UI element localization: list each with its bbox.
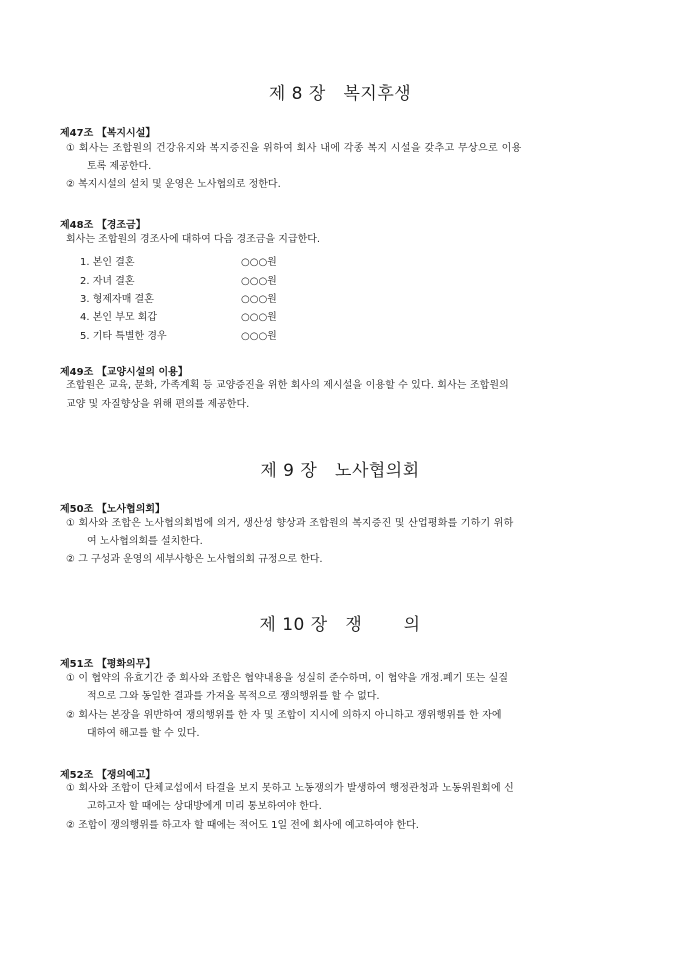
article-51-title: 제51조 【평화의무】 [60, 659, 156, 670]
article-49-line-2: 교양 및 자질향상을 위해 편의를 제공한다. [66, 399, 250, 410]
article-52-item-1-line-1: ① 회사와 조합이 단체교섭에서 타결을 보지 못하고 노동쟁의가 발생하여 행정관청과 노동위원회에 신 [66, 783, 514, 794]
benefit-item-amount: ○○○원 [241, 276, 277, 287]
benefit-item-label: 5. 기타 특별한 경우 [80, 331, 167, 342]
article-48-intro: 회사는 조합원의 경조사에 대하여 다음 경조금을 지급한다. [66, 234, 321, 245]
article-47-item-1-line-2: 토록 제공한다. [87, 161, 152, 172]
benefit-item-amount: ○○○원 [241, 257, 277, 268]
article-51-item-2-line-1: ② 회사는 본장을 위반하여 쟁의행위를 한 자 및 조합이 지시에 의하지 아니하고 쟁위행위를 한 자에 [66, 710, 502, 721]
benefit-item-label: 1. 본인 결혼 [80, 257, 135, 268]
benefit-item-label: 3. 형제자매 결혼 [80, 294, 154, 305]
article-47-item-2: ② 복지시설의 설치 및 운영은 노사협의로 정한다. [66, 179, 281, 190]
chapter-8-title: 제 8 장 복지후생 [268, 84, 412, 104]
article-51-item-2-line-2: 대하여 해고를 할 수 있다. [87, 728, 200, 739]
article-50-item-1-line-1: ① 회사와 조합은 노사협의회법에 의거, 생산성 향상과 조합원의 복지증진 및 산업평화를 기하기 위하 [66, 518, 514, 529]
article-47-item-1-line-1: ① 회사는 조합원의 건강유지와 복지증진을 위하여 회사 내에 각종 복지 시설을 갖추고 무상으로 이용 [66, 143, 522, 154]
benefit-item-amount: ○○○원 [241, 312, 277, 323]
article-47-title: 제47조 【복지시설】 [60, 128, 156, 139]
article-48-title: 제48조 【경조금】 [60, 220, 146, 231]
article-50-title: 제50조 【노사협의회】 [60, 504, 166, 515]
benefit-item-amount: ○○○원 [241, 294, 277, 305]
article-51-item-1-line-2: 적으로 그와 동일한 결과를 가져올 목적으로 쟁의행위를 할 수 없다. [87, 691, 380, 702]
article-52-item-2: ② 조합이 쟁의행위를 하고자 할 때에는 적어도 1일 전에 회사에 예고하여야 한다. [66, 820, 419, 831]
benefit-item-label: 2. 자녀 결혼 [80, 276, 135, 287]
article-50-item-2: ② 그 구성과 운영의 세부사항은 노사협의회 규정으로 한다. [66, 554, 323, 565]
chapter-10-title: 제 10 장 쟁 의 [259, 615, 421, 635]
article-52-title: 제52조 【쟁의예고】 [60, 770, 156, 781]
benefit-item-label: 4. 본인 부모 회갑 [80, 312, 158, 323]
benefit-item-amount: ○○○원 [241, 331, 277, 342]
chapter-9-title: 제 9 장 노사협의회 [260, 461, 420, 481]
article-51-item-1-line-1: ① 이 협약의 유효기간 중 회사와 조합은 협약내용을 성실히 준수하며, 이 협약을 개정.폐기 또는 실질 [66, 673, 509, 684]
article-50-item-1-line-2: 여 노사협의회를 설치한다. [87, 536, 203, 547]
article-49-title: 제49조 【교양시설의 이용】 [60, 367, 188, 378]
article-49-line-1: 조합원은 교육, 문화, 가족계획 등 교양증진을 위한 회사의 제시설을 이용할 수 있다. 회사는 조합원의 [66, 380, 509, 391]
article-52-item-1-line-2: 고하고자 할 때에는 상대방에게 미리 통보하여야 한다. [87, 801, 322, 812]
